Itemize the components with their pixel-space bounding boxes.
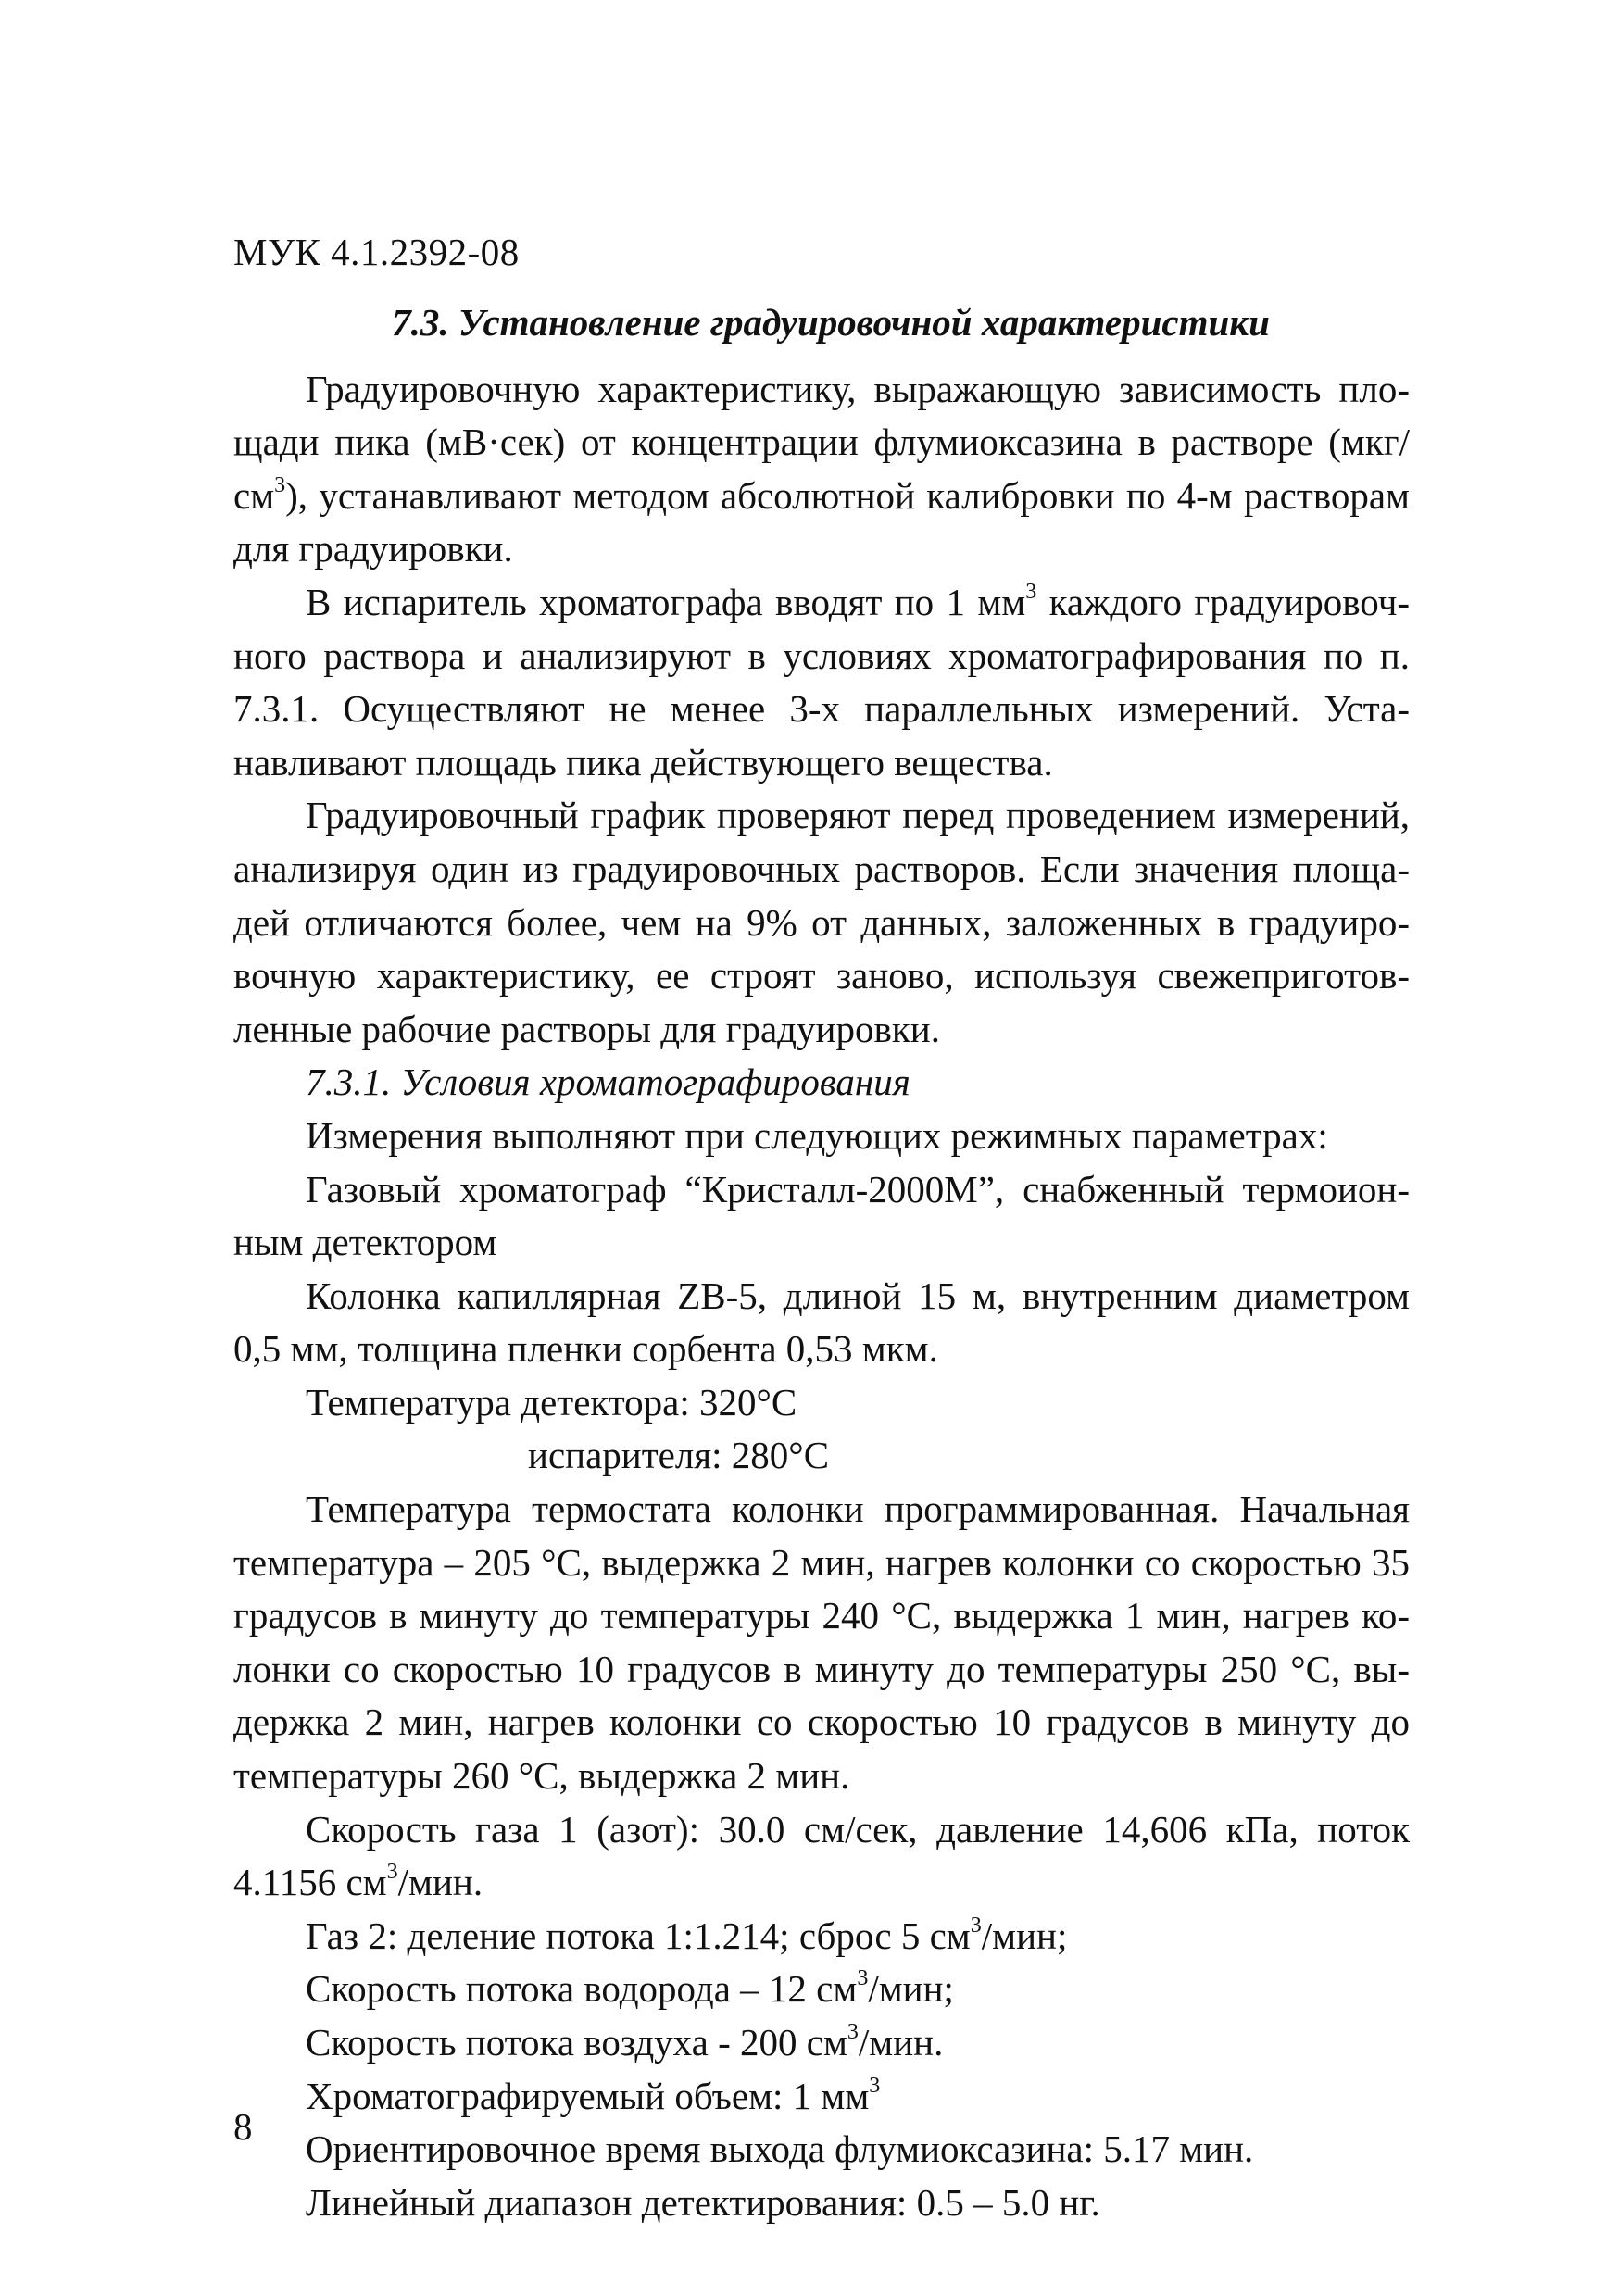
- volume-line: [233, 2070, 1410, 2124]
- text-span: /мин.: [858, 2021, 944, 2064]
- superscript: 3: [970, 1913, 982, 1938]
- text-span: Градуировочную характеристику, выражающую зависимость площади пика (мВ·сек) от концентрации флумиоксазина в растворе (мкг/см: [233, 367, 1410, 517]
- superscript: 3: [386, 1860, 398, 1885]
- retention-line: Ориентировочное время выхода флумиоксазина: 5.17 мин.: [306, 2127, 1254, 2171]
- text-span: каждого градуировочного раствора и анализируют в условиях хроматографирования по п. 7.3.1. Осуществляют не менее 3-х параллельных измерений. Устанавливают площадь пика действующего вещества.: [233, 580, 1410, 784]
- column-line: Колонка капиллярная ZB-5, длиной 15 м, внутренним диаметром 0,5 мм, толщина пленки сорбента 0,53 мкм.: [233, 1273, 1410, 1371]
- hydrogen-line: [233, 1963, 1410, 2016]
- text-span: Хроматографируемый объем: 1 мм: [306, 2074, 870, 2117]
- conditions-intro: Измерения выполняют при следующих режимных параметрах:: [306, 1113, 1328, 1157]
- page-content: [233, 296, 1410, 2229]
- text-span: /мин.: [397, 1861, 483, 1904]
- text-span: В испаритель хроматографа вводят по 1 мм: [306, 580, 1026, 623]
- air-line: [233, 2016, 1410, 2070]
- text-span: /мин;: [868, 1967, 954, 2011]
- text-span: ), устанавливают методом абсолютной калибровки по 4-м растворам для градуировки.: [233, 473, 1410, 571]
- document-code: МУК 4.1.2392-08: [233, 231, 520, 273]
- linear-range-line: Линейный диапазон детектирования: 0.5 – 5.0 нг.: [306, 2180, 1100, 2224]
- paragraph-calibration-method: [233, 363, 1410, 576]
- superscript: 3: [847, 2020, 859, 2044]
- chromatograph-line: Газовый хроматограф “Кристалл-2000М”, снабженный термоионным детектором: [233, 1167, 1410, 1264]
- superscript: 3: [869, 2073, 881, 2098]
- text-span: Скорость потока воздуха - 200 см: [306, 2021, 847, 2064]
- temp-evaporator-line: испарителя: 280°С: [528, 1434, 830, 1477]
- superscript: 3: [857, 1966, 869, 1991]
- text-span: Скорость газа 1 (азот): 30.0 см/сек, давление 14,606 кПа, поток 4.1156 см: [233, 1807, 1410, 1904]
- paragraph-injection: [233, 576, 1410, 789]
- superscript: 3: [1025, 579, 1037, 604]
- text-span: Скорость потока водорода – 12 см: [306, 1967, 858, 2011]
- gas2-line: [233, 1910, 1410, 1964]
- temp-detector-line: Температура детектора: 320°С: [306, 1380, 797, 1424]
- text-span: Газ 2: деление потока 1:1.214; сброс 5 см: [306, 1913, 971, 1957]
- paragraph-verification: Градуировочный график проверяют перед проведением измерений, анализируя один из градуировочных растворов. Если значения площадей отличаются более, чем на 9% от данных, заложенных в градуировочную характеристику, ее строят заново, используя свежеприготовленные рабочие растворы для градуировки.: [233, 794, 1410, 1050]
- gas1-line: [233, 1803, 1410, 1910]
- page-number: 8: [233, 2105, 253, 2148]
- subsection-title: 7.3.1. Условия хроматографирования: [306, 1060, 910, 1104]
- section-title: 7.3. Установление градуировочной характеристики: [392, 301, 1270, 344]
- text-span: /мин;: [981, 1913, 1068, 1957]
- thermostat-line: Температура термостата колонки программированная. Начальная температура – 205 °С, выдержка 2 мин, нагрев колонки со скоростью 35 градусов в минуту до температуры 240 °С, выдержка 1 мин, нагрев колонки со скоростью 10 градусов в минуту до температуры 250 °С, выдержка 2 мин, нагрев колонки со скоростью 10 градусов в минуту до температуры 260 °С, выдержка 2 мин.: [233, 1487, 1410, 1798]
- superscript: 3: [274, 472, 286, 497]
